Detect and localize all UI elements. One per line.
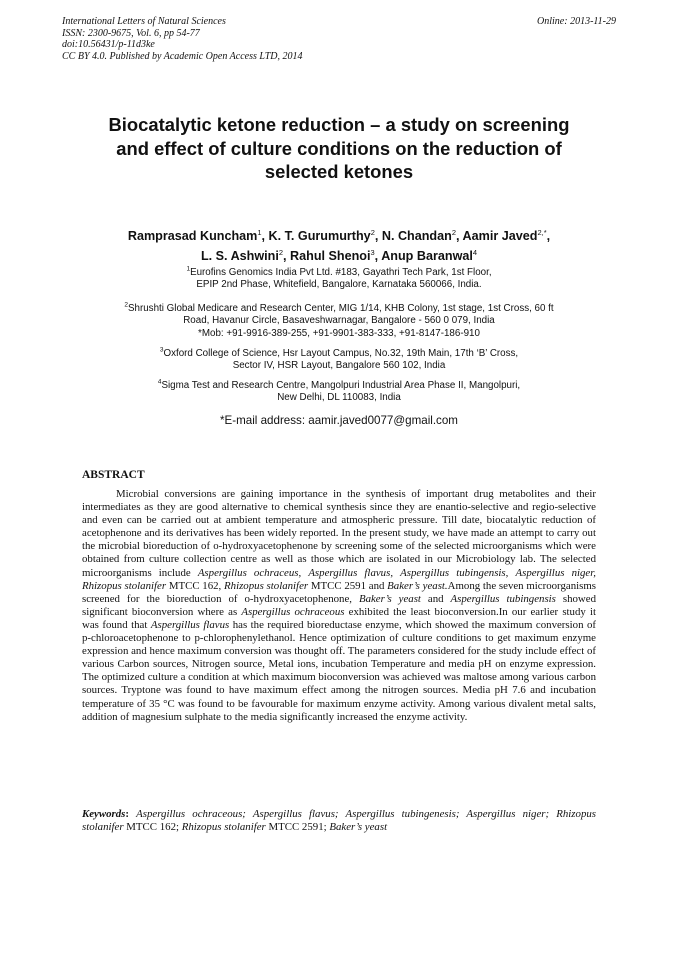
- keyword-list: Rhizopus stolanifer: [181, 821, 266, 834]
- abstract-text: showed significant bioconversion where as: [82, 592, 597, 618]
- author-affiliation-mark: 2: [451, 227, 456, 237]
- journal-header: [62, 16, 303, 62]
- keywords: [82, 808, 596, 834]
- online-date: Online: 2013-11-29: [537, 16, 616, 27]
- species-name: Aspergillus niger,: [515, 566, 596, 579]
- affiliation-line: Road, Havanur Circle, Basaveshwarnagar, Bangalore - 560 0 079, India: [183, 315, 495, 327]
- affiliation-text: Sigma Test and Research Centre, Mangolpuri Industrial Area Phase II, Mangolpuri,: [161, 380, 521, 391]
- author-separator: ,: [374, 229, 382, 243]
- species-name: Aspergillus ochraceous: [241, 605, 345, 618]
- author-line: [70, 226, 608, 246]
- affiliation-text: Oxford College of Science, Hsr Layout Campus, No.32, 19th Main, 17th ‘B’ Cross,: [163, 348, 519, 359]
- title-line: selected ketones: [264, 161, 414, 182]
- affiliation-text: Eurofins Genomics India Pvt Ltd. #183, Gayathri Tech Park, 1st Floor,: [190, 267, 492, 278]
- abstract-text: exhibited the least bioconversion.In our earlier study it was found that: [82, 605, 596, 631]
- species-name: Rhizopus stolanifer: [224, 579, 309, 592]
- affiliation-line: Sector IV, HSR Layout, Bangalore 560 102, India: [232, 360, 446, 372]
- abstract-heading: ABSTRACT: [82, 469, 145, 481]
- journal-name: International Letters of Natural Sciences: [62, 16, 226, 27]
- keyword-list: Baker’s yeast: [329, 821, 388, 834]
- affiliation-line: [70, 380, 608, 392]
- author-separator: ,: [546, 229, 551, 243]
- corresponding-email: *E-mail address: aamir.javed0077@gmail.com: [220, 414, 458, 427]
- affiliation-line: [70, 303, 608, 315]
- affiliation-2: [70, 303, 608, 340]
- author-name: Ramprasad Kuncham: [127, 229, 258, 243]
- keywords-label: Keywords: [82, 808, 126, 820]
- keyword-text: MTCC 162;: [123, 821, 182, 834]
- phone-line: *Mob: +91-9916-389-255, +91-9901-383-333, +91-8147-186-910: [198, 327, 480, 339]
- author-line: [70, 246, 608, 266]
- abstract-text: MTCC 2591 and: [308, 579, 388, 592]
- author-affiliation-mark: 1: [257, 227, 262, 237]
- author-separator: ,: [374, 249, 382, 263]
- species-name: Aspergillus flavus: [150, 618, 230, 631]
- affiliation-line: [70, 267, 608, 279]
- author-name: L. S. Ashwini: [200, 249, 279, 263]
- author-affiliation-mark: 4: [472, 247, 478, 257]
- affiliation-number: 3: [159, 346, 164, 354]
- author-name: K. T. Gurumurthy: [268, 229, 371, 243]
- author-separator: ,: [456, 229, 463, 243]
- keywords-colon: :: [125, 808, 137, 820]
- keyword-text: MTCC 2591;: [265, 821, 330, 834]
- paper-title: [70, 113, 608, 184]
- abstract-text: Microbial conversions are gaining importance in the synthesis of important drug metabolites and their intermediates as they are good alternative to chemical synthesis since they are enantio-selective and regio-selective and even can be carried out at ambient temperature and atmospheric pressure. Till date, biocatalytic reduction of acetophenone and its derivatives has been widely reported. In the present study, we have made an attempt to carry out the microbial bioreduction of o-hydroxyacetophenone by screening some of the selected microorganisms which were obtained from culture collection centre as well as those which are isolated in our Microbiology lab. The selected microorganisms include: [82, 488, 596, 579]
- author-affiliation-mark: 3: [370, 247, 375, 257]
- species-name: Baker’s yeast: [358, 592, 421, 605]
- species-name: Baker’s yeast.: [387, 579, 448, 592]
- abstract-text: has the required bioreductase enzyme, which showed the maximum conversion of p-chloroacetophenone to p-chlorophenylethanol. Hence optimization of culture conditions to get maximum enzyme expression and hence maximum conversion was thought off. The parameters considered for the study include effect of various Carbon sources, Nitrogen source, Metal ions, incubation Temperature and media pH on enzyme expression. The optimized culture a condition at which maximum bioconversion was achieved was maltose among various carbon sources. Tryptone was found to have maximum effect among the nitrogen sources. Media pH 7.6 and incubation temperature of 35 °C was found to be favourable for maximum enzyme activity. Among various divalent metal salts, addition of magnesium sulphate to the media significantly increased the enzyme activity.: [82, 618, 596, 723]
- author-affiliation-mark: 2: [278, 247, 284, 257]
- species-name: Rhizopus stolanifer: [82, 579, 167, 592]
- affiliation-4: [70, 380, 608, 405]
- author-list: [70, 226, 608, 266]
- title-line: Biocatalytic ketone reduction – a study on screening: [108, 114, 570, 135]
- abstract-body: [82, 488, 596, 724]
- issn-line: ISSN: 2300-9675, Vol. 6, pp 54-77: [62, 27, 200, 39]
- author-separator: ,: [283, 249, 291, 263]
- license-line: CC BY 4.0. Published by Academic Open Access LTD, 2014: [62, 50, 303, 62]
- affiliation-number: 4: [157, 378, 162, 386]
- affiliation-line: EPIP 2nd Phase, Whitefield, Bangalore, Karnataka 560066, India.: [196, 279, 482, 291]
- abstract-text: Among the seven microorganisms screened for the bioreduction of o-hydroxyacetophenone,: [82, 579, 597, 605]
- author-name: Rahul Shenoi: [290, 249, 371, 263]
- keyword-list: Aspergillus ochraceous; Aspergillus flavus; Aspergillus tubingenesis; Aspergillus niger; Rhizopus stolanifer: [82, 808, 597, 834]
- author-name: Aamir Javed: [462, 229, 538, 243]
- affiliation-number: 2: [124, 301, 128, 309]
- author-name: Anup Baranwal: [381, 249, 473, 263]
- affiliation-line: New Delhi, DL 110083, India: [277, 392, 401, 404]
- title-line: and effect of culture conditions on the reduction of: [116, 137, 562, 159]
- species-name: Aspergillus tubingensis: [450, 592, 556, 605]
- abstract-text: and: [420, 592, 451, 605]
- abstract-text: MTCC 162,: [166, 579, 225, 592]
- species-name: Aspergillus ochraceus,: [197, 566, 302, 579]
- doi-line: doi:10.56431/p-11d3ke: [62, 39, 155, 50]
- author-affiliation-mark: 2: [370, 227, 375, 237]
- author-separator: ,: [261, 229, 269, 243]
- affiliation-text: Shrushti Global Medicare and Research Center, MIG 1/14, KHB Colony, 1st stage, 1st Cross, 60 ft: [127, 303, 554, 314]
- species-name: Aspergillus flavus,: [308, 566, 394, 579]
- affiliation-1: [70, 267, 608, 292]
- author-affiliation-mark: 2,*: [537, 227, 547, 237]
- affiliation-3: [70, 348, 608, 373]
- affiliation-line: [70, 348, 608, 360]
- species-name: Aspergillus tubingensis,: [400, 566, 509, 579]
- affiliation-number: 1: [186, 265, 191, 273]
- author-name: N. Chandan: [381, 229, 452, 243]
